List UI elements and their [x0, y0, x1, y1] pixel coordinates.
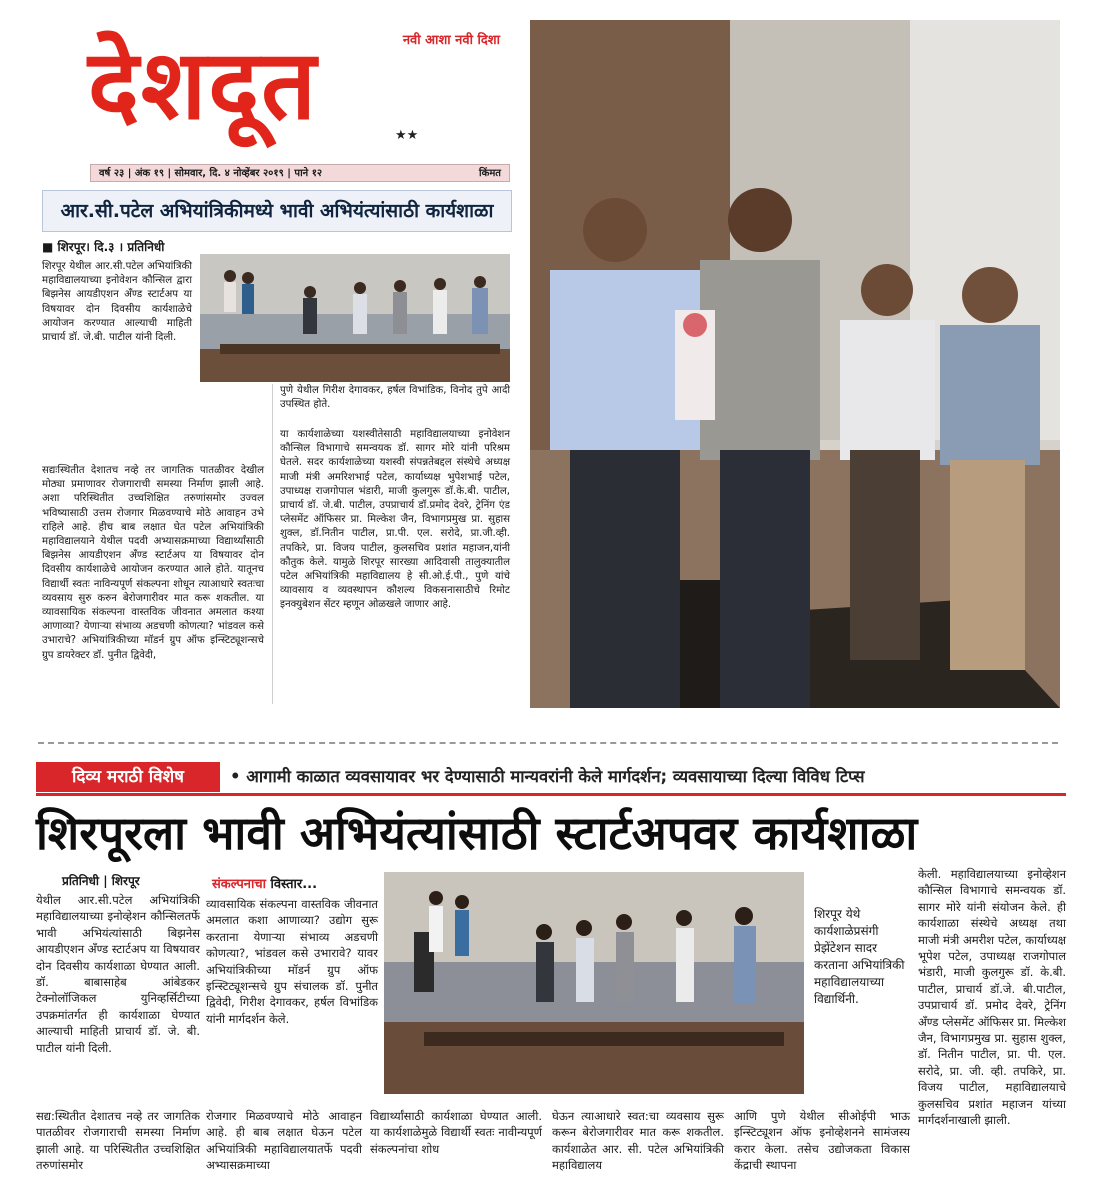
article2-col1-p2: सद्य:स्थितीत देशातच नव्हे तर जागतिक पातळीवर रोजगाराची समस्या निर्माण झाली आहे. या परिस्थितीत उच्चशिक्षित तरुणांसमोर [36, 1109, 200, 1173]
dateline-info: वर्ष २३ | अंक १९ | सोमवार, दि. ४ नोव्हेंबर २०१९ | पाने १२ [99, 168, 323, 179]
section-rule [36, 793, 1066, 796]
article2-headline: शिरपूरला भावी अभियंत्यांसाठी स्टार्टअपवर कार्यशाळा [36, 806, 918, 860]
column-divider [272, 384, 273, 704]
article2-bottom-col3: विद्यार्थ्यांसाठी कार्यशाळा घेण्यात आली. या कार्यशाळेमुळे विद्यार्थी स्वतः नावीन्यपूर्ण संकल्पनांचा शोध [370, 1109, 542, 1156]
article2-bottom-col2: रोजगार मिळवण्याचे मोठे आवाहन आहे. ही बाब लक्षात घेऊन पटेल अभियांत्रिकी महाविद्यालयातर्फे पदवी अभ्यासक्रमाच्या [206, 1109, 362, 1173]
masthead-title: देशदूत [88, 29, 318, 141]
explain-label [212, 874, 317, 892]
article2-col2: व्यावसायिक संकल्पना वास्तविक जीवनात अमलात कशा आणाव्या? उद्योग सुरू करताना येणाऱ्या संभाव्य अडचणी कोणत्या?, भांडवल कसे उभारावे? यावर अभियांत्रिकीच्या मॉडर्न ग्रुप ऑफ इन्स्टिट्यूशन्सचे ग्रुप संचालक डॉ. पुनीत द्विवेदी, गिरीश देगावकर, हर्षल विभांडिक यांनी मार्गदर्शन केले. [206, 897, 378, 1026]
article2-photo [384, 872, 804, 1094]
explain-label-black: विस्तार... [265, 877, 318, 892]
presentation-photo-image [384, 872, 804, 1094]
article1-col-a-p1: शिरपूर येथील आर.सी.पटेल अभियांत्रिकी महाविद्यालयाच्या इनोवेशन कौन्सिल द्वारा बिझनेस आयडीएशन अँण्ड स्टार्टअप या विषयावर दोन दिवसीय कार्यशाळेचे आयोजन करण्यात आल्याची माहिती प्राचार्य डॉ. जे.बी. पाटील यांनी दिली. [42, 261, 192, 344]
article1-photo [200, 254, 510, 382]
bouquet-presentation-image [530, 20, 1060, 708]
masthead-tagline: नवी आशा नवी दिशा [402, 33, 500, 48]
article1-headline: आर.सी.पटेल अभियांत्रिकीमध्ये भावी अभियंत्यांसाठी कार्यशाळा [42, 190, 512, 232]
dateline-price: किंमत [479, 168, 501, 179]
article2-col-right: केली. महाविद्यालयाच्या इनोव्हेशन कौन्सिल विभागाचे समन्वयक डॉ. सागर मोरे यांनी संयोजन केले. ही कार्यशाळा संस्थेचे अध्यक्ष तथा माजी मंत्री अमरीश पटेल, कार्याध्यक्ष भूपेश पटेल, उपाध्यक्ष राजगोपाल भंडारी, माजी कुलगुरू डॉ. के.बी. पाटील, प्राचार्य डॉ.जे. बी.पाटील, उपप्राचार्य डॉ. प्रमोद देवरे, ट्रेनिंग अँण्ड प्लेसमेंट ऑफिसर प्रा. मिल्केश जैन, विभागप्रमुख प्रा. सुहास शुक्ल, डॉ. नितीन पाटील, प्रा. पी. एल. सरोदे, प्रा. जी. व्ही. तपकिरे, प्रा. विजय पाटील, महाविद्यालयाचे कुलसचिव प्रशांत महाजन यांच्या मार्गदर्शनाखाली झाली. [918, 867, 1066, 1128]
article2-photo-caption: शिरपूर येथे कार्यशाळेप्रसंगी प्रेझेंटेशन सादर करताना अभियांत्रिकी महाविद्यालयाच्या विद्यार्थिनी. [814, 907, 905, 1006]
article1-col-b-p2: या कार्यशाळेच्या यशस्वीतेसाठी महाविद्यालयाच्या इनोवेशन कौन्सिल विभागाचे समन्वयक डॉ. सागर मोरे यांनी परिश्रम घेतले. सदर कार्यशाळेच्या यशस्वी संपन्नतेबद्दल संस्थेचे अध्यक्ष माजी मंत्री अमरिशभाई पटेल, कार्याध्यक्ष भुपेशभाई पटेल, उपाध्यक्ष राजगोपाल भंडारी, माजी कुलगुरू डॉ.के.बी. पाटील, प्राचार्य डॉ. जे.बी. पाटील, उपप्राचार्य डॉ.प्रमोद देवरे, ट्रेनिंग एंड प्लेसमेंट ऑफिसर प्रा. मिल्केश जैन, विभागप्रमुख प्रा. सुहास शुक्ल, डॉ.नितीन पाटील, प्रा.पी. एल. सरोदे, प्रा.जी.व्ही. तपकिरे, प्रा. विजय पाटील, कुलसचिव प्रशांत महाजन,यांनी कौतुक केले. यामुळे शिरपूर सारख्या आदिवासी तालुक्यातील पटेल अभियांत्रिकी महाविद्यालय हे सी.ओ.ई.पी., पुणे यांचे व्यावसाय व व्यवस्थापन कौशल्य विकसनासाठीचे रिमोट इनक्युबेशन सेंटर म्हणून ओळखले जाणार आहे. [280, 429, 510, 611]
clipping-divider [38, 742, 1058, 744]
article2-bottom-col4: घेऊन त्याआधारे स्वत:चा व्यवसाय सुरू करून बेरोजगारीवर मात करू शकतील. कार्यशाळेत आर. सी. पटेल अभियांत्रिकी महाविद्यालय [552, 1109, 724, 1173]
explain-label-red: संकल्पनाचा [212, 877, 266, 892]
event-photo [530, 20, 1060, 708]
article2-bottom-col5: आणि पुणे येथील सीओईपी भाऊ इन्स्टिट्यूशन ऑफ इनोव्हेशनने सामंजस्य करार केला. तसेच उद्योजकता विकास केंद्राची स्थापना [734, 1109, 910, 1173]
article1-col-b-p1: पुणे येथील गिरीश देगावकर, हर्षल विभांडिक, विनोद तुपे आदी उपस्थित होते. [280, 385, 510, 411]
workshop-photo-image [200, 254, 510, 382]
article1-byline: ■ शिरपूर। दि.३ । प्रतिनिधी [42, 240, 165, 254]
article2-col1: येथील आर.सी.पटेल अभियांत्रिकी महाविद्यालयाच्या इनोव्हेशन कौन्सिलतर्फे भावी अभियंत्यांसाठी बिझनेस आयडीएशन अँण्ड स्टार्टअप या विषयावर दोन दिवसीय कार्यशाळा घेण्यात आली. डॉ. बाबासाहेब आंबेडकर टेक्नोलॉजिकल युनिव्हर्सिटीच्या उपक्रमांतर्गत ही कार्यशाळा घेण्यात आल्याची माहिती प्राचार्य डॉ. जे. बी. पाटील यांनी दिली. [36, 893, 200, 1055]
masthead-stars: ★★ [395, 128, 419, 143]
article2-deck: • आगामी काळात व्यवसायावर भर देण्यासाठी मान्यवरांनी केले मार्गदर्शन; व्यवसायाच्या दिल्या विविध टिप्स [230, 767, 865, 786]
dateline [90, 164, 510, 182]
article2-byline: प्रतिनिधी | शिरपूर [62, 874, 140, 888]
article1-col-a-p2: सद्यःस्थितीत देशातच नव्हे तर जागतिक पातळीवर देखील मोठ्या प्रमाणावर रोजगाराची समस्या निर्माण झाली आहे. अशा परिस्थितीत उच्चशिक्षित तरुणांसमोर उज्वल भविष्यासाठी उत्तम रोजगार मिळवण्याचे मोठे आवाहन उभे राहिले आहे. हीच बाब लक्षात घेत पटेल अभियांत्रिकी महाविद्यालयाने येथील पदवी अभ्यासक्रमाच्या विद्यार्थ्यांसाठी बिझनेस आयडीएशन अँण्ड स्टार्टअप या विषयावर दोन दिवसीय कार्यशाळेचे आयोजन करण्यात आले होते. यातूनच विद्यार्थी स्वतः नाविन्यपूर्ण संकल्पना शोधून त्याआधारे स्वतःचा व्यवसाय सुरु करुन बेरोजगारीवर मात करू शकतील. या व्यावसायिक संकल्पना वास्तविक जीवनात अमलात कश्या आणाव्या? येणाऱ्या संभाव्य अडचणी कोणत्या? भांडवल कसे उभाराचे? अभियांत्रिकीच्या मॉडर्न ग्रुप ऑफ इन्स्टिट्यूशन्सचे ग्रुप डायरेक्टर डॉ. पुनीत द्विवेदी, [42, 465, 264, 661]
section-label: दिव्य मराठी विशेष [36, 762, 220, 792]
